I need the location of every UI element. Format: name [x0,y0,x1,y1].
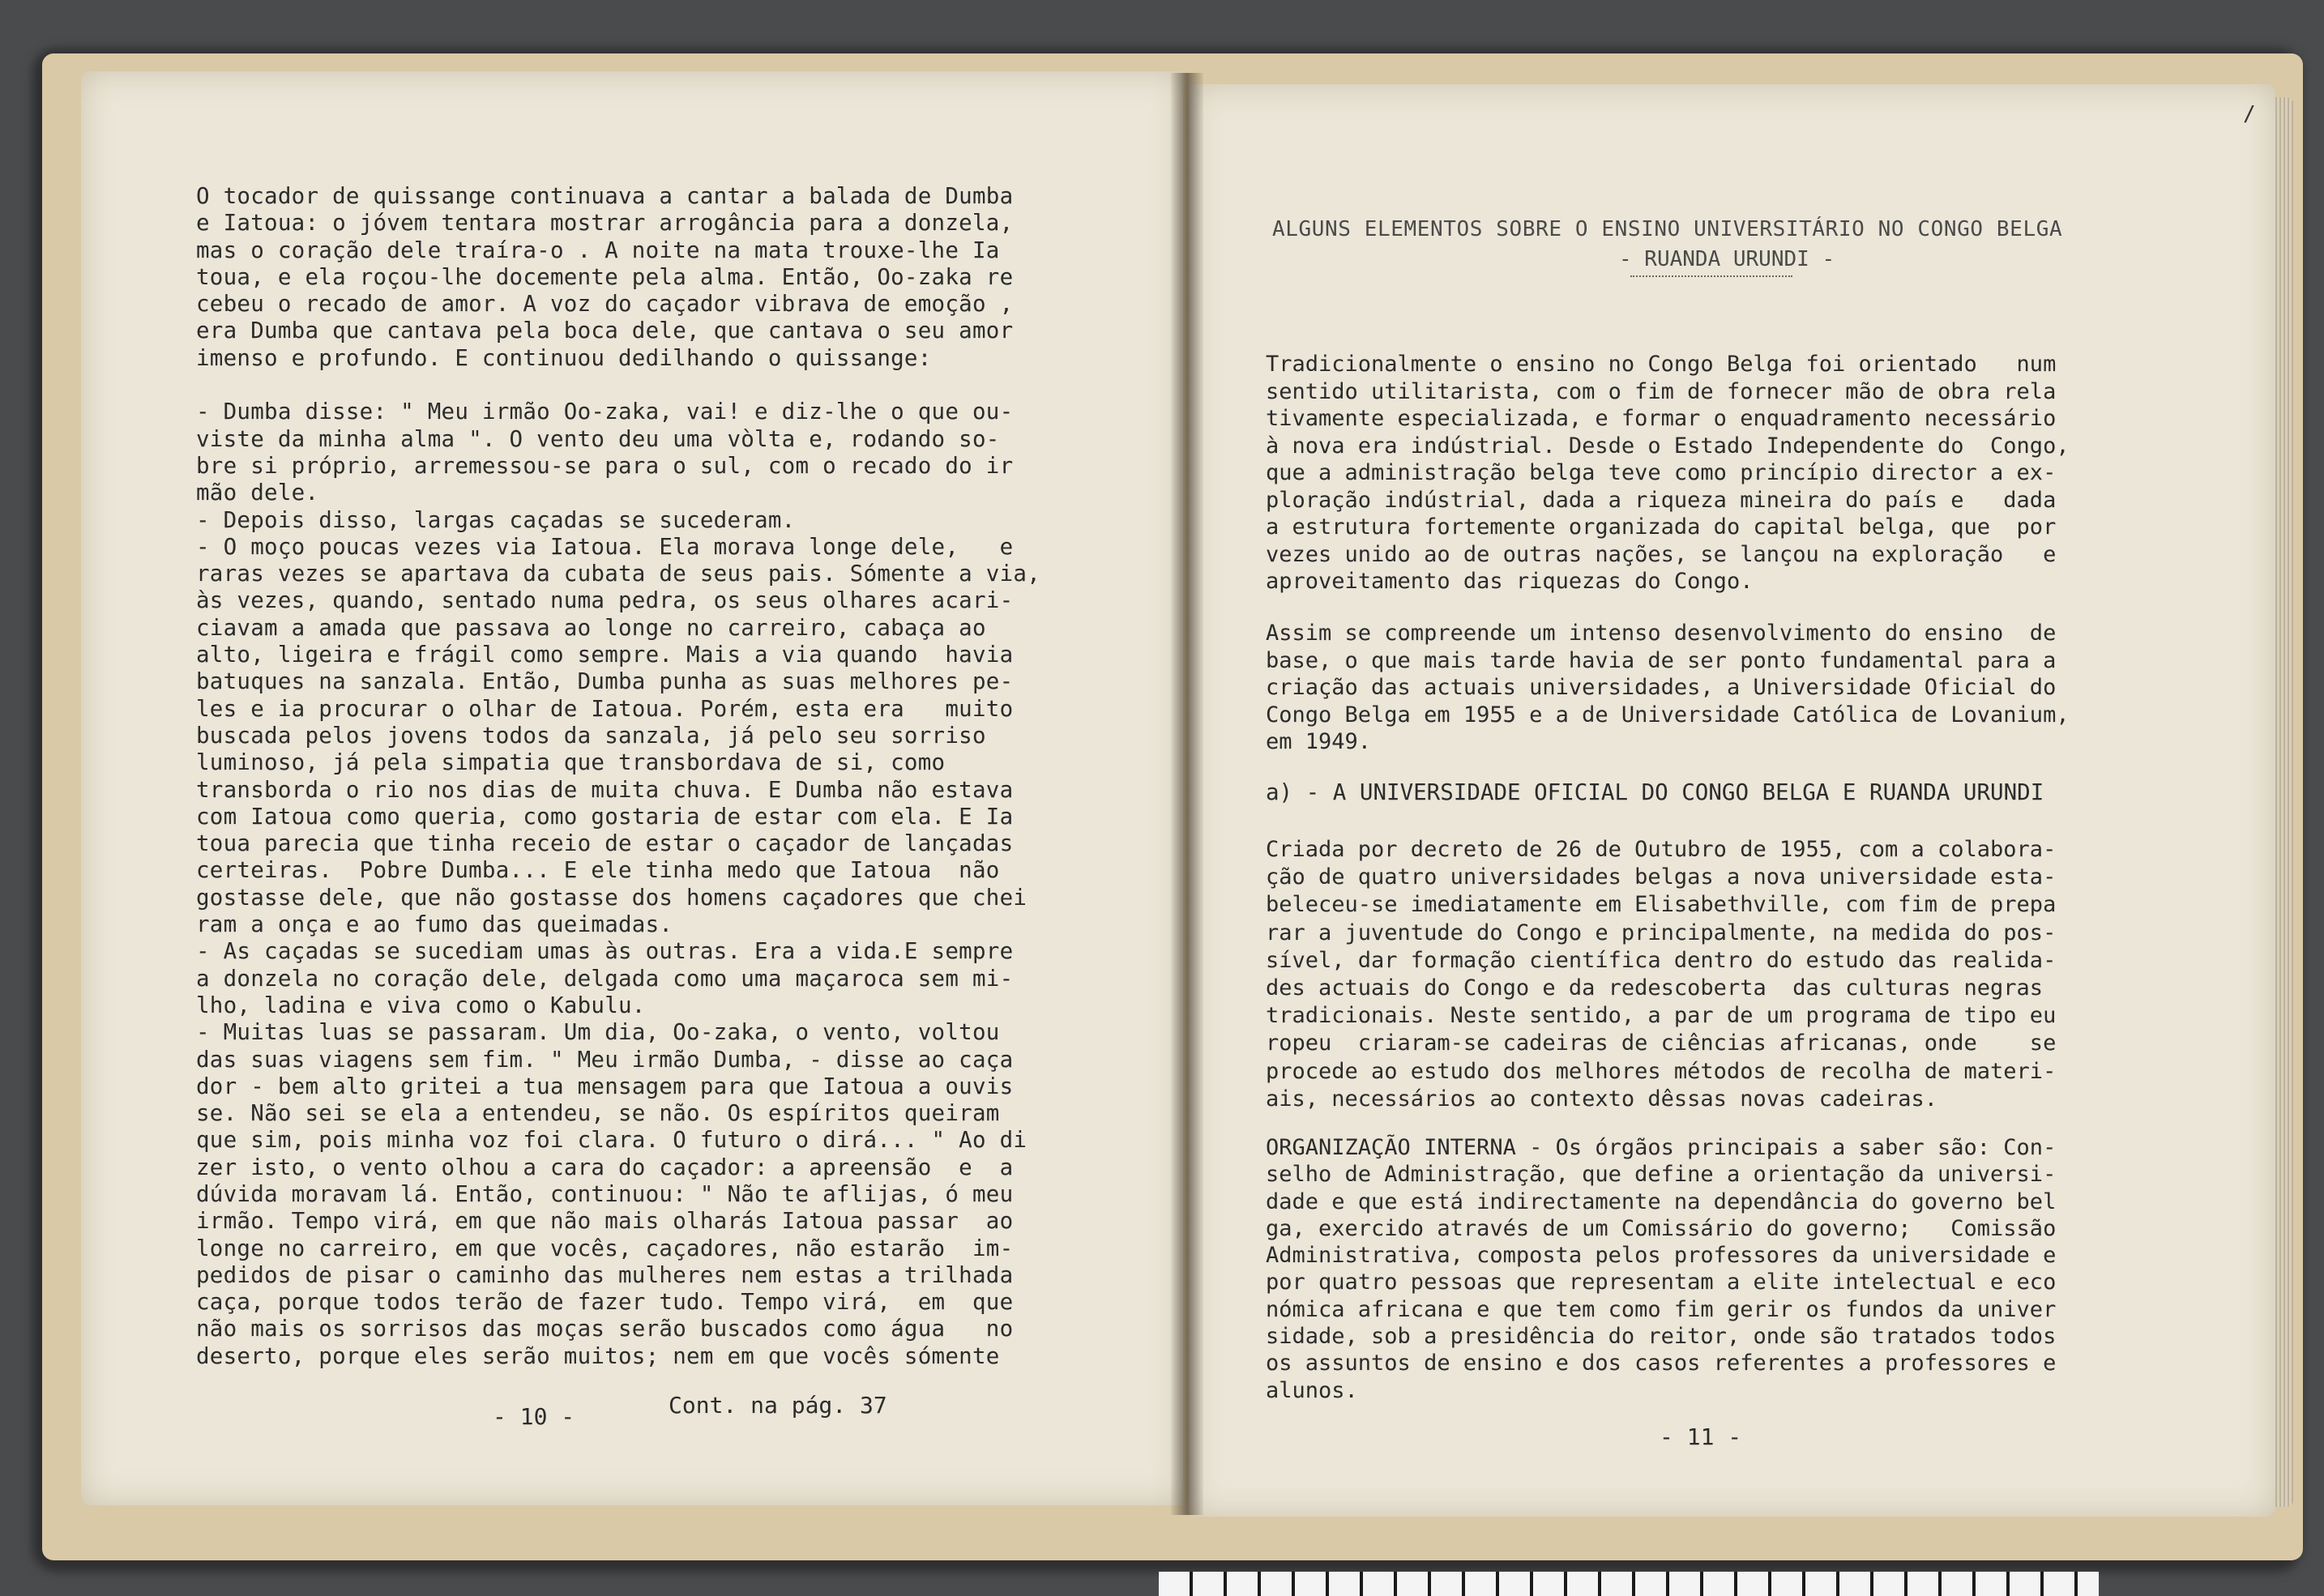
text-line: Administrativa, composta pelos professores da universidade e [1266,1243,2057,1269]
text-line: longe no carreiro, em que vocês, caçadores, não estarão im- [196,1235,1014,1261]
text-line: gostasse dele, que não gostasse dos homens caçadores que chei [196,884,1027,911]
text-line: ção de quatro universidades belgas a nova universidade esta- [1266,864,2057,890]
corner-mark: / [2243,102,2256,126]
continuation-note: Cont. na pág. 37 [669,1392,887,1419]
text-line: à nova era indústrial. Desde o Estado Independente do Congo, [1266,433,2070,459]
text-line: mão dele. [196,480,319,506]
text-line: ploração indústrial, dada a riqueza mineira do país e dada [1266,487,2057,513]
text-line: ropeu criaram-se cadeiras de ciências africanas, onde se [1266,1031,2057,1056]
text-line: irmão. Tempo virá, em que não mais olharás Iatoua passar ao [196,1208,1014,1235]
left-page-number: - 10 - [493,1403,575,1430]
text-line: que sim, pois minha voz foi clara. O futuro o dirá... " Ao di [196,1127,1027,1154]
text-line: - Muitas luas se passaram. Um dia, Oo-zaka, o vento, voltou [196,1019,1000,1046]
paragraph-1 [1266,351,2070,595]
text-line: era Dumba que cantava pela boca dele, que cantava o seu amor [196,318,1014,344]
text-line: luminoso, já pela simpatia que transbordava de si, como [196,749,946,776]
text-line: procede ao estudo dos melhores métodos de recolha de materi- [1266,1058,2057,1084]
text-line: sentido utilitarista, com o fim de fornecer mão de obra rela [1266,378,2057,404]
article-title: ALGUNS ELEMENTOS SOBRE O ENSINO UNIVERSITÁRIO NO CONGO BELGA [1272,217,2063,241]
text-line: O tocador de quissange continuava a cantar a balada de Dumba [196,183,1014,209]
paragraph-3 [1266,836,2056,1113]
text-line: - Dumba disse: " Meu irmão Oo-zaka, vai! e diz-lhe o que ou- [196,399,1014,425]
text-line: batuques na sanzala. Então, Dumba punha as suas melhores pe- [196,668,1014,695]
text-line: a estrutura fortemente organizada do capital belga, que por [1266,514,2057,540]
text-line: toua, e ela roçou-lhe docemente pela alma. Então, Oo-zaka re [196,263,1014,290]
text-line: bre si próprio, arremessou-se para o sul, com o recado do ir [196,452,1014,479]
text-line: Assim se compreende um intenso desenvolvimento do ensino de [1266,621,2057,646]
left-page-text [196,183,1040,1370]
text-line: les e ia procurar o olhar de Iatoua. Porém, esta era muito [196,695,1014,722]
text-line: não mais os sorrisos das moças serão buscados como água no [196,1316,1014,1342]
text-line: zer isto, o vento olhou a cara do caçador: a apreensão e a [196,1154,1014,1180]
text-line: ram a onça e ao fumo das queimadas. [196,911,673,938]
text-line: - O moço poucas vezes via Iatoua. Ela morava longe dele, e [196,533,1014,560]
text-line: deserto, porque eles serão muitos; nem em que vocês sómente [196,1342,1000,1369]
text-line: aproveitamento das riquezas do Congo. [1266,569,1754,594]
text-line: sidade, sob a presidência do reitor, onde são tratados todos [1266,1324,2057,1350]
right-page-number: - 11 - [1660,1423,1742,1450]
text-line: criação das actuais universidades, a Universidade Oficial do [1266,675,2057,700]
text-line: des actuais do Congo e da redescoberta das culturas negras [1266,975,2044,1001]
text-line: - As caçadas se sucediam umas às outras. Era a vida.E sempre [196,938,1014,965]
text-line: Tradicionalmente o ensino no Congo Belga foi orientado num [1266,352,2057,377]
text-line: beleceu-se imediatamente em Elisabethville, com fim de prepa [1266,892,2057,918]
text-line: toua parecia que tinha receio de estar o caçador de lançadas [196,830,1014,857]
text-line: vezes unido ao de outras nações, se lançou na exploração e [1266,541,2057,567]
text-line: selho de Administração, que define a orientação da universi- [1266,1162,2057,1188]
text-line: imenso e profundo. E continuou dedilhando o quissange: [196,344,932,371]
text-line: certeiras. Pobre Dumba... E ele tinha medo que Iatoua não [196,857,1000,884]
text-line: dade e que está indirectamente na dependância do governo bel [1266,1188,2057,1214]
text-line: das suas viagens sem fim. " Meu irmão Dumba, - disse ao caça [196,1046,1014,1073]
paragraph-2 [1266,620,2070,756]
scale-ruler [1159,1572,2099,1596]
text-line: cebeu o recado de amor. A voz do caçador vibrava de emoção , [196,291,1014,318]
text-line: ais, necessários ao contexto dêssas novas cadeiras. [1266,1086,1938,1112]
text-line: com Iatoua como queria, como gostaria de estar com ela. E Ia [196,803,1014,830]
text-line: os assuntos de ensino e dos casos referentes a professores e [1266,1351,2057,1376]
text-line: que a administração belga teve como princípio director a ex- [1266,460,2057,485]
title-underline [1630,275,1792,277]
text-line: sível, dar formação científica dentro do estudo das realida- [1266,947,2057,973]
text-line: em 1949. [1266,729,1372,754]
text-line: base, o que mais tarde havia de ser ponto fundamental para a [1266,647,2057,673]
text-line [196,372,1040,399]
text-line: tradicionais. Neste sentido, a par de um programa de tipo eu [1266,1003,2057,1029]
text-line: mas o coração dele traíra-o . A noite na mata trouxe-lhe Ia [196,237,1000,263]
text-line: ORGANIZAÇÃO INTERNA - Os órgãos principais a saber são: Con- [1266,1135,2057,1160]
article-subtitle: - RUANDA URUNDI - [1619,247,1835,271]
text-line: alto, ligeira e frágil como sempre. Mais a via quando havia [196,642,1014,668]
text-line: por quatro pessoas que representam a elite intelectual e eco [1266,1270,2057,1295]
text-line: transborda o rio nos dias de muita chuva. E Dumba não estava [196,776,1014,803]
text-line: ga, exercido através de um Comissário do governo; Comissão [1266,1215,2057,1241]
text-line: pedidos de pisar o caminho das mulheres nem estas a trilhada [196,1261,1014,1288]
paragraph-4 [1266,1134,2056,1404]
text-line: rar a juventude do Congo e principalmente, na medida do pos- [1266,920,2057,945]
text-line: e Iatoua: o jóvem tentara mostrar arrogância para a donzela, [196,210,1014,237]
text-line: raras vezes se apartava da cubata de seus pais. Sómente a via, [196,561,1040,587]
text-line: tivamente especializada, e formar o enquadramento necessário [1266,406,2057,431]
text-line: dor - bem alto gritei a tua mensagem para que Iatoua a ouvis [196,1073,1014,1099]
text-line: lho, ladina e viva como o Kabulu. [196,992,646,1018]
text-line: ciavam a amada que passava ao longe no carreiro, cabaça ao [196,614,986,641]
book-gutter [1171,73,1203,1515]
text-line: - Depois disso, largas caçadas se sucederam. [196,506,796,533]
text-line: buscada pelos jovens todos da sanzala, já pelo seu sorriso [196,722,986,749]
section-heading: a) - A UNIVERSIDADE OFICIAL DO CONGO BELGA E RUANDA URUNDI [1266,779,2044,805]
text-line: Congo Belga em 1955 e a de Universidade Católica de Lovanium, [1266,702,2070,728]
text-line: viste da minha alma ". O vento deu uma vòlta e, rodando so- [196,425,1000,452]
text-line: caça, porque todos terão de fazer tudo. Tempo virá, em que [196,1289,1014,1316]
text-line: se. Não sei se ela a entendeu, se não. Os espíritos queiram [196,1100,1000,1127]
text-line: a donzela no coração dele, delgada como uma maçaroca sem mi- [196,965,1014,992]
text-line: dúvida moravam lá. Então, continuou: " Não te aflijas, ó meu [196,1180,1014,1207]
text-line: nómica africana e que tem como fim gerir os fundos da univer [1266,1296,2057,1322]
text-line: às vezes, quando, sentado numa pedra, os seus olhares acari- [196,587,1014,614]
text-line: Criada por decreto de 26 de Outubro de 1955, com a colabora- [1266,837,2057,862]
text-line: alunos. [1266,1377,1358,1403]
